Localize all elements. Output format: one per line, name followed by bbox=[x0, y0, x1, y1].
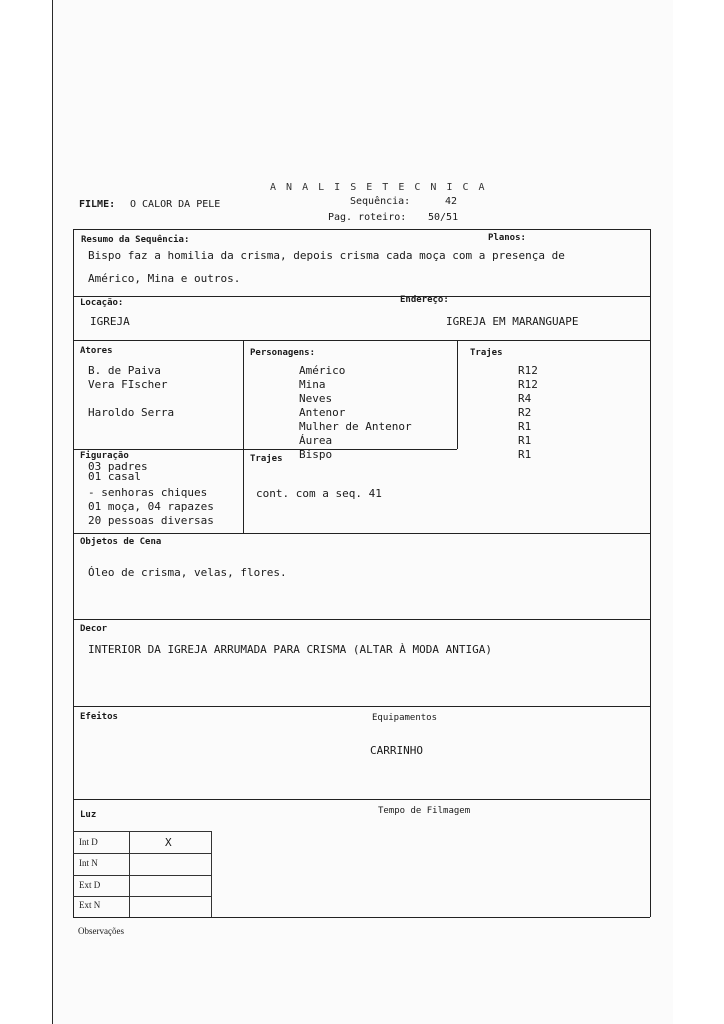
objetos-label: Objetos de Cena bbox=[80, 537, 162, 547]
ator-item: Haroldo Serra bbox=[88, 406, 175, 419]
atores-list bbox=[88, 364, 174, 420]
personagens-label: Personagens: bbox=[250, 348, 316, 358]
luz-grid-line bbox=[73, 831, 211, 832]
figuracao-item: 01 moça, 04 rapazes bbox=[88, 500, 214, 513]
sequence-label: Sequência: bbox=[350, 196, 411, 207]
luz-label: Luz bbox=[80, 810, 97, 820]
figuracao-label: Figuração bbox=[80, 451, 129, 461]
personagem-item: Áurea bbox=[299, 434, 333, 447]
endereco-value: IGREJA EM MARANGUAPE bbox=[446, 315, 579, 328]
personagem-item: Bispo bbox=[299, 448, 333, 461]
luz-row-mark: X bbox=[165, 836, 172, 849]
luz-row-label: Ext D bbox=[79, 880, 101, 890]
traje-item: R1 bbox=[518, 434, 532, 447]
divider-figuracao bbox=[73, 449, 457, 450]
traje-item: R12 bbox=[518, 364, 538, 377]
divider-decor bbox=[73, 619, 650, 620]
luz-grid-vline bbox=[129, 831, 130, 917]
divider-cast bbox=[73, 340, 650, 341]
trajes-list bbox=[518, 364, 538, 462]
equipamentos-label: Equipamentos bbox=[372, 713, 438, 723]
figuracao-item: 20 pessoas diversas bbox=[88, 514, 214, 527]
luz-row-label: Int N bbox=[79, 858, 98, 868]
cast-trajes-label: Trajes bbox=[470, 348, 503, 358]
figuracao-item: 01 casal bbox=[88, 470, 141, 483]
luz-row-label: Ext N bbox=[79, 900, 101, 910]
figuracao-item: 03 padres bbox=[88, 460, 148, 473]
traje-item: R2 bbox=[518, 406, 532, 419]
divider-luz bbox=[73, 799, 650, 800]
traje-item: R1 bbox=[518, 448, 532, 461]
frame-bottom bbox=[73, 917, 650, 918]
ator-item: B. de Paiva bbox=[88, 364, 161, 377]
traje-item: R1 bbox=[518, 420, 532, 433]
decor-label: Decor bbox=[80, 624, 108, 634]
observacoes-label: Observações bbox=[78, 926, 124, 936]
luz-grid-line bbox=[73, 875, 211, 876]
divider-efeitos bbox=[73, 706, 650, 707]
sequence-value: 42 bbox=[445, 196, 458, 207]
resumo-label: Resumo da Sequência: bbox=[81, 235, 190, 245]
traje-item: R4 bbox=[518, 392, 532, 405]
ator-item bbox=[88, 392, 174, 406]
personagem-item: Mulher de Antenor bbox=[299, 420, 412, 433]
tempo-filmagem-label: Tempo de Filmagem bbox=[378, 806, 471, 816]
traje-item: R12 bbox=[518, 378, 538, 391]
divider-personagens-trajes bbox=[457, 340, 458, 449]
luz-row-label: Int D bbox=[79, 837, 98, 847]
figuracao-trajes-label: Trajes bbox=[250, 454, 283, 464]
luz-grid-line bbox=[73, 853, 211, 854]
locacao-value: IGREJA bbox=[90, 315, 130, 328]
personagem-item: Antenor bbox=[299, 406, 346, 419]
endereco-label: Endereço: bbox=[400, 295, 449, 305]
frame-right bbox=[650, 229, 651, 917]
frame-top bbox=[73, 229, 650, 230]
resumo-line-1: Bispo faz a homilia da crisma, depois crisma cada moça com a presença de bbox=[88, 249, 565, 262]
divider-locacao bbox=[73, 296, 650, 297]
planos-label: Planos: bbox=[488, 233, 526, 243]
figuracao-item: - senhoras chiques bbox=[88, 486, 208, 499]
page-value: 50/51 bbox=[428, 212, 459, 223]
frame-left bbox=[73, 229, 74, 917]
page-label: Pag. roteiro: bbox=[328, 212, 407, 223]
divider-objetos bbox=[73, 533, 650, 534]
personagem-item: Neves bbox=[299, 392, 333, 405]
personagem-item: Mina bbox=[299, 378, 326, 391]
decor-value: INTERIOR DA IGREJA ARRUMADA PARA CRISMA (ALTAR À MODA ANTIGA) bbox=[88, 643, 492, 656]
locacao-label: Locação: bbox=[80, 298, 124, 308]
ator-item: Vera FIscher bbox=[88, 378, 168, 391]
personagens-list bbox=[299, 364, 412, 462]
luz-grid-line bbox=[73, 896, 211, 897]
figuracao-note: cont. com a seq. 41 bbox=[256, 487, 382, 500]
figuracao-list bbox=[88, 462, 214, 528]
objetos-value: Óleo de crisma, velas, flores. bbox=[88, 566, 287, 579]
efeitos-label: Efeitos bbox=[80, 712, 118, 722]
atores-label: Atores bbox=[80, 346, 113, 356]
film-label: FILME: bbox=[79, 199, 116, 210]
film-value: O CALOR DA PELE bbox=[130, 199, 221, 210]
divider-atores-personagens bbox=[243, 340, 244, 533]
luz-grid-vline bbox=[211, 831, 212, 917]
resumo-line-2: Américo, Mina e outros. bbox=[88, 272, 241, 285]
document-title: A N A L I S E T E C N I C A bbox=[270, 182, 487, 193]
personagem-item: Américo bbox=[299, 364, 346, 377]
equipamentos-value: CARRINHO bbox=[370, 744, 423, 757]
